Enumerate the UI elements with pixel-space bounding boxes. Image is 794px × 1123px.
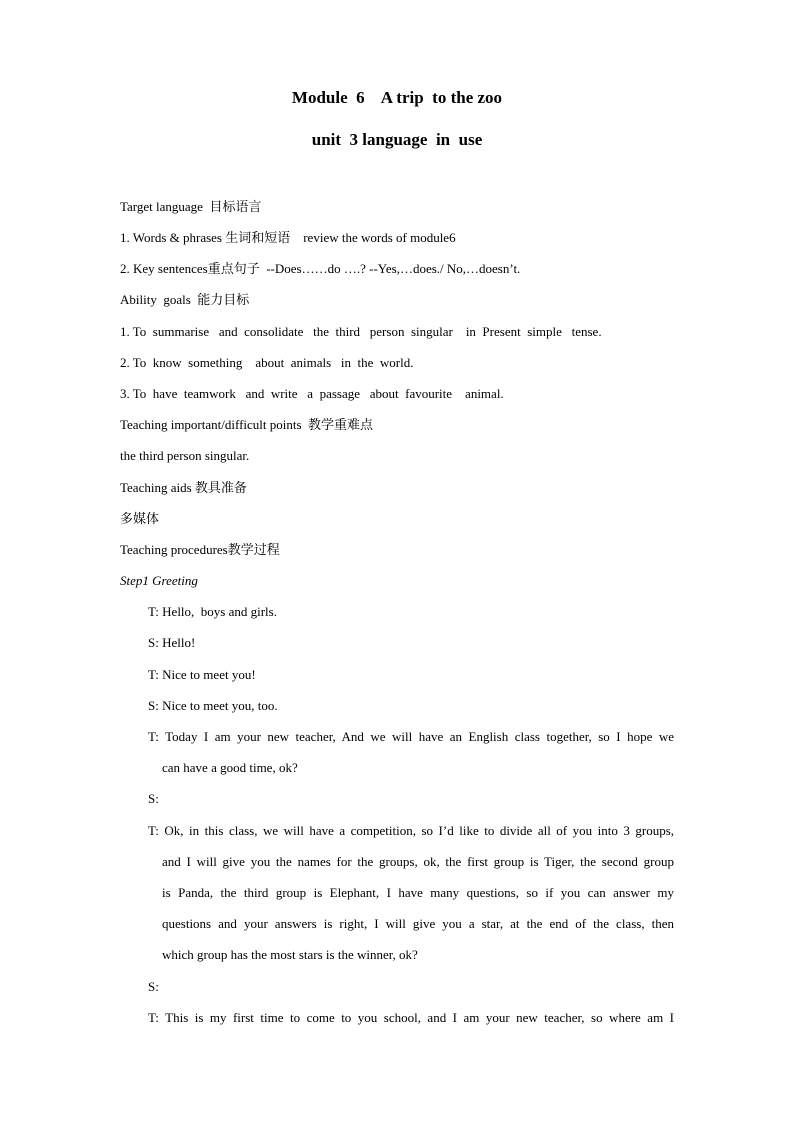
dialogue-line: S: Hello!	[148, 635, 196, 650]
dialogue-line: T: Ok, in this class, we will have a competition, so I’d like to divide all of you into 3 groups,	[148, 823, 674, 838]
step1-heading: Step1 Greeting	[120, 573, 198, 588]
dialogue-line: is Panda, the third group is Elephant, I have many questions, so if you can answer my	[162, 885, 674, 900]
module-title: Module 6 A trip to the zoo	[291, 88, 503, 107]
teaching-aids-text: 多媒体	[120, 511, 160, 526]
words-phrases-line: 1. Words & phrases 生词和短语 review the words of module6	[120, 230, 456, 245]
dialogue-line: T: This is my first time to come to you school, and I am your new teacher, so where am I	[148, 1010, 674, 1025]
dialogue-line: which group has the most stars is the winner, ok?	[162, 947, 418, 962]
dialogue-line: S:	[148, 791, 159, 806]
procedures-heading: Teaching procedures教学过程	[120, 542, 280, 557]
key-sentences-line: 2. Key sentences重点句子 --Does……do ….? --Yes,…does./ No,…doesn’t.	[120, 261, 521, 276]
ability-goal-3: 3. To have teamwork and write a passage about favourite animal.	[120, 386, 504, 401]
dialogue-line: can have a good time, ok?	[162, 760, 298, 775]
dialogue-line: S:	[148, 979, 159, 994]
dialogue-line: T: Nice to meet you!	[148, 667, 256, 682]
key-points-text: the third person singular.	[120, 448, 250, 463]
ability-goal-1: 1. To summarise and consolidate the third person singular in Present simple tense.	[120, 324, 602, 339]
unit-title: unit 3 language in use	[311, 130, 483, 149]
ability-goals-heading: Ability goals 能力目标	[120, 292, 250, 307]
dialogue-line: and I will give you the names for the groups, ok, the first group is Tiger, the second group	[162, 854, 674, 869]
target-language-heading: Target language 目标语言	[120, 199, 262, 214]
ability-goal-2: 2. To know something about animals in the world.	[120, 355, 414, 370]
dialogue-line: questions and your answers is right, I will give you a star, at the end of the class, then	[162, 916, 674, 931]
teaching-aids-heading: Teaching aids 教具准备	[120, 480, 247, 495]
dialogue-line: S: Nice to meet you, too.	[148, 698, 278, 713]
dialogue-line: T: Hello, boys and girls.	[148, 604, 277, 619]
key-points-heading: Teaching important/difficult points 教学重难点	[120, 417, 374, 432]
dialogue-line: T: Today I am your new teacher, And we will have an English class together, so I hope we	[148, 729, 674, 744]
